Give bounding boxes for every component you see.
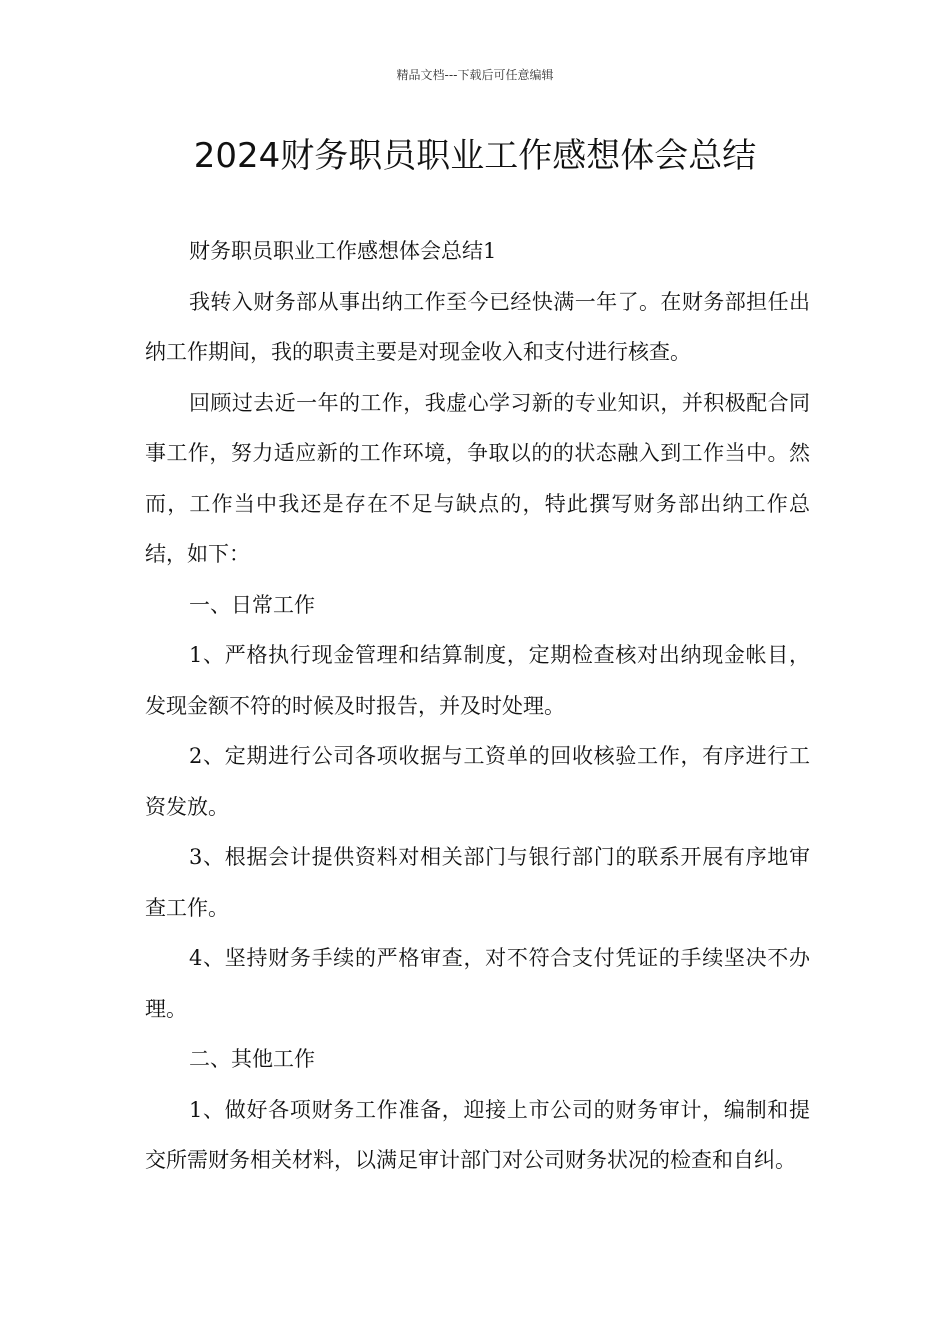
list-item: 4、坚持财务手续的严格审查，对不符合支付凭证的手续坚决不办理。 (145, 946, 810, 1021)
document-body (145, 226, 810, 1186)
list-item: 1、严格执行现金管理和结算制度，定期检查核对出纳现金帐目，发现金额不符的时候及时报告，并及时处理。 (145, 643, 810, 718)
section-heading: 二、其他工作 (189, 1047, 315, 1071)
list-item: 1、做好各项财务工作准备，迎接上市公司的财务审计，编制和提交所需财务相关材料，以满足审计部门对公司财务状况的检查和自纠。 (145, 1097, 810, 1172)
paragraph-subtitle: 财务职员职业工作感想体会总结1 (189, 239, 497, 263)
list-item: 2、定期进行公司各项收据与工资单的回收核验工作，有序进行工资发放。 (145, 744, 810, 819)
paragraph: 回顾过去近一年的工作，我虚心学习新的专业知识，并积极配合同事工作，努力适应新的工作环境，争取以的的状态融入到工作当中。然而，工作当中我还是存在不足与缺点的，特此撰写财务部出纳工作总结，如下： (145, 390, 810, 566)
header-note: 精品文档---下载后可任意编辑 (396, 68, 554, 82)
paragraph: 我转入财务部从事出纳工作至今已经快满一年了。在财务部担任出纳工作期间，我的职责主要是对现金收入和支付进行核查。 (145, 289, 810, 364)
list-item: 3、根据会计提供资料对相关部门与银行部门的联系开展有序地审查工作。 (145, 845, 810, 920)
section-heading: 一、日常工作 (189, 592, 315, 617)
page-title: 2024财务职员职业工作感想体会总结 (193, 136, 757, 176)
